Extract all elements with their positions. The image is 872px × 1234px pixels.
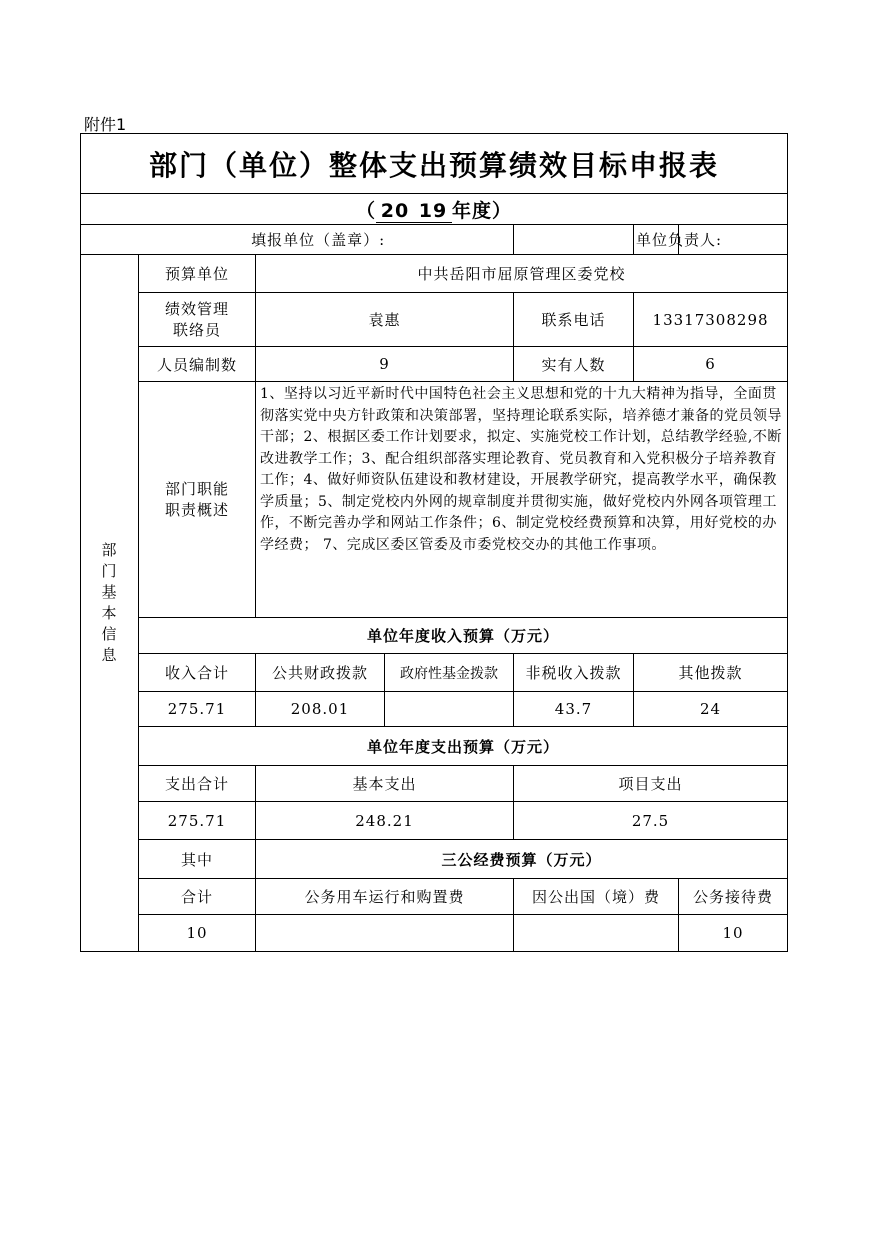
actual-staff-label: 实有人数: [514, 347, 634, 382]
among-label: 其中: [139, 840, 256, 879]
year-prefix: 20: [376, 200, 414, 223]
income-header-total: 收入合计: [139, 654, 256, 692]
expense-value-total: 275.71: [139, 802, 256, 840]
contact-name: 袁惠: [256, 293, 514, 347]
actual-staff-value: 6: [634, 347, 788, 382]
duty-label: [139, 382, 256, 618]
three-public-header-total: 合计: [139, 879, 256, 915]
filling-unit-label: [81, 225, 514, 255]
budget-unit-label: 预算单位: [139, 255, 256, 293]
expense-value-basic: 248.21: [256, 802, 514, 840]
section-label: 部门基本信息: [101, 541, 118, 664]
income-header-nontax: 非税收入拨款: [514, 654, 634, 692]
filling-unit-value: [514, 225, 634, 255]
duty-label-line1: 部门职能: [164, 479, 229, 498]
expense-header-project: 项目支出: [514, 766, 788, 802]
contact-label: [139, 293, 256, 347]
unit-head-label: [634, 225, 723, 255]
expense-value-project: 27.5: [514, 802, 788, 840]
budget-unit-value: 中共岳阳市屈原管理区委党校: [256, 255, 788, 293]
year-row: [81, 194, 788, 225]
income-value-nontax: 43.7: [514, 692, 634, 727]
year-open: （: [356, 199, 377, 222]
income-header-other: 其他拨款: [634, 654, 788, 692]
income-value-fund: [385, 692, 514, 727]
unit-head-text: 单位负责人:: [636, 231, 723, 249]
income-value-total: 275.71: [139, 692, 256, 727]
income-header-public: 公共财政拨款: [256, 654, 385, 692]
three-public-value-total: 10: [139, 915, 256, 952]
year-suffix: 19: [414, 200, 452, 223]
expense-heading: 单位年度支出预算（万元）: [139, 727, 788, 766]
three-public-header-reception: 公务接待费: [679, 879, 788, 915]
form-title: 部门（单位）整体支出预算绩效目标申报表: [81, 134, 788, 194]
income-value-public: 208.01: [256, 692, 385, 727]
three-public-value-reception: 10: [679, 915, 788, 952]
phone-label: 联系电话: [514, 293, 634, 347]
duty-label-line2: 职责概述: [164, 500, 229, 519]
three-public-header-vehicle: 公务用车运行和购置费: [256, 879, 514, 915]
three-public-value-vehicle: [256, 915, 514, 952]
section-label-cell: [81, 255, 139, 952]
income-value-other: 24: [634, 692, 788, 727]
duty-description: 1、坚持以习近平新时代中国特色社会主义思想和党的十九大精神为指导，全面贯彻落实党中央方针政策和决策部署，坚持理论联系实际，培养德才兼备的党员领导干部；2、根据区委工作计划要求，拟定、实施党校工作计划，总结教学经验,不断改进教学工作；3、配合组织部落实理论教育、党员教育和入党积极分子培养教育工作；4、做好师资队伍建设和教材建设，开展教学研究，提高教学水平，确保教学质量；5、制定党校内外网的规章制度并贯彻实施，做好党校内外网各项管理工作，不断完善办学和网站工作条件；6、制定党校经费预算和决算，用好党校的办学经费； 7、完成区委区管委及市委党校交办的其他工作事项。: [256, 382, 788, 618]
filling-unit-text: 填报单位（盖章）:: [251, 231, 386, 249]
expense-header-basic: 基本支出: [256, 766, 514, 802]
three-public-header-abroad: 因公出国（境）费: [514, 879, 679, 915]
three-public-heading: 三公经费预算（万元）: [256, 840, 788, 879]
income-header-fund: 政府性基金拨款: [385, 654, 514, 692]
budget-form-table: [80, 133, 788, 952]
year-post: 年度）: [452, 199, 513, 222]
expense-header-total: 支出合计: [139, 766, 256, 802]
income-heading: 单位年度收入预算（万元）: [139, 618, 788, 654]
three-public-value-abroad: [514, 915, 679, 952]
contact-label-line1: 绩效管理: [164, 299, 229, 318]
staff-quota-label: 人员编制数: [139, 347, 256, 382]
contact-label-line2: 联络员: [172, 320, 221, 339]
attachment-label: 附件1: [84, 115, 127, 134]
staff-quota-value: 9: [256, 347, 514, 382]
phone-value: 13317308298: [634, 293, 788, 347]
